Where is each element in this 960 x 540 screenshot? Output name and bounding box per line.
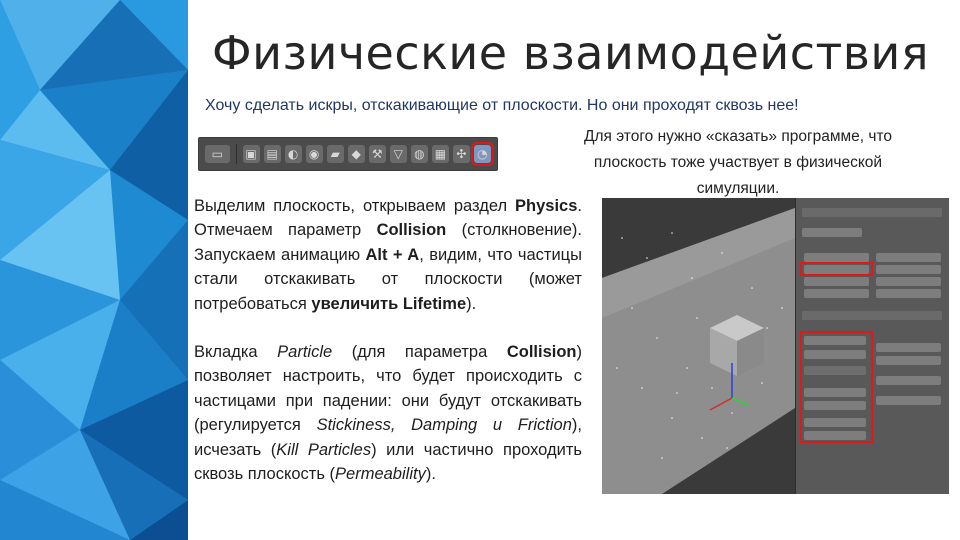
world-icon[interactable]: ◐	[285, 145, 302, 163]
material-icon[interactable]: ▽	[390, 145, 407, 163]
keyword-physics: Physics	[515, 197, 578, 215]
paragraph-physics	[194, 194, 582, 316]
particle-settings-highlight	[800, 331, 873, 443]
text-run: (для параметра	[332, 343, 507, 362]
outer-field[interactable]	[876, 343, 941, 352]
soft-body-damping-field[interactable]	[876, 376, 941, 385]
toggle-icon[interactable]: ▭	[205, 145, 230, 163]
fluid-button[interactable]	[876, 265, 941, 274]
keyword-shortcut: Alt + A	[365, 245, 420, 264]
subtitle: Хочу сделать искры, отскакивающие от плоскости. Но они проходят сквозь нее!	[205, 97, 799, 114]
viewport-scene	[602, 198, 795, 494]
panel-header	[802, 208, 942, 217]
physics-icon[interactable]: ◔	[474, 145, 491, 163]
text-run: ).	[425, 465, 436, 484]
side-note: Для этого нужно «сказать» программе, что плоскость тоже участвует в физической симуляции.	[583, 128, 893, 197]
cube	[710, 315, 764, 376]
scene-icon[interactable]: ▤	[264, 145, 281, 163]
grid-icon[interactable]: ✣	[453, 145, 470, 163]
render-icon[interactable]: ▣	[243, 145, 260, 163]
data-icon[interactable]: ⚒	[369, 145, 386, 163]
modifier-icon[interactable]: ◆	[348, 145, 365, 163]
paragraph-particle	[194, 340, 582, 486]
rigid-body-constraint-button[interactable]	[876, 289, 941, 298]
text-run: ).	[466, 294, 477, 313]
text-run: , видим, что частицы стали отскакивать от плоскости (может потребоваться	[194, 245, 582, 313]
soft-body-button[interactable]	[876, 253, 941, 262]
constraint-icon[interactable]: ▰	[327, 145, 344, 163]
text-run: . Отмечаем параметр	[194, 197, 582, 240]
italic-particle: Particle	[277, 343, 333, 362]
inner-field[interactable]	[876, 356, 941, 365]
keyword-collision: Collision	[506, 343, 577, 362]
text-run: Вкладка	[194, 343, 278, 362]
blender-screenshot	[602, 198, 949, 494]
3d-viewport	[602, 198, 795, 494]
text-run: ), исчезать (	[194, 416, 582, 459]
text-run: ) позволяет настроить, что будет происходить с частицами при падении: они будут отскакивать (регулируется	[194, 343, 582, 435]
text-run: Выделим плоскость, открываем раздел	[194, 197, 516, 215]
text-run: ) или частично проходить сквозь плоскость (	[194, 440, 582, 484]
blue-polygon-pattern	[0, 0, 188, 540]
object-icon[interactable]: ◉	[306, 145, 323, 163]
physics-panel	[795, 198, 949, 494]
keyword-collision: Collision	[376, 221, 447, 240]
collision-section-header	[802, 311, 942, 320]
italic-bounce-params: Stickiness, Damping и Friction	[316, 416, 572, 435]
rigid-body-button[interactable]	[876, 277, 941, 286]
decorative-side-strip	[0, 0, 188, 540]
italic-permeability: Permeability	[335, 465, 426, 484]
particles-icon[interactable]: ▦	[432, 145, 449, 163]
text-run: (столкновение). Запускаем анимацию	[194, 221, 583, 264]
panel-object-field[interactable]	[802, 228, 862, 237]
page-title: Физические взаимодействия	[212, 26, 929, 80]
activation-field[interactable]	[876, 396, 941, 405]
toolbar-separator	[236, 144, 237, 164]
dynamic-paint-button[interactable]	[804, 289, 869, 298]
cloth-button[interactable]	[804, 277, 869, 286]
keyword-lifetime: увеличить Lifetime	[311, 294, 467, 313]
texture-icon[interactable]: ◍	[411, 145, 428, 163]
body-text	[194, 194, 582, 486]
collision-highlight	[800, 262, 873, 276]
force-field-button[interactable]	[804, 253, 869, 262]
paragraph-gap	[194, 316, 582, 340]
italic-kill-particles: Kill Particles	[276, 440, 372, 459]
properties-toolbar	[198, 137, 498, 171]
